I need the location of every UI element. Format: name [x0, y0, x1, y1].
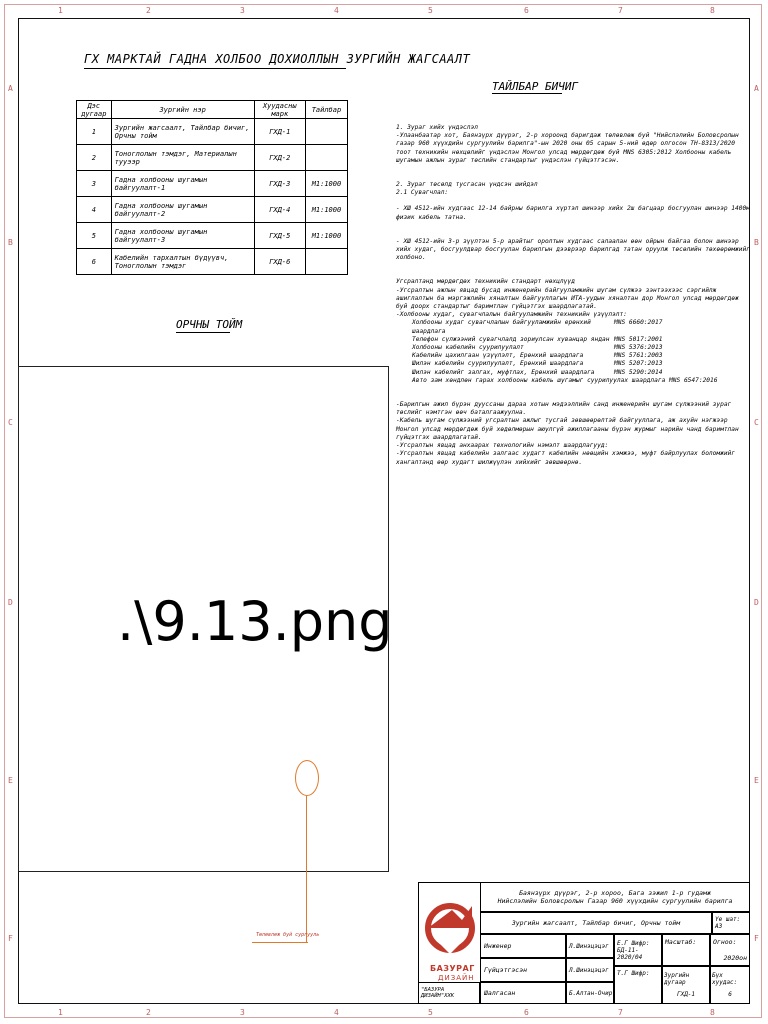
- row-name: Кабелийн тархалтын бүдүүвч, Тоноглолын тэмдэг: [111, 249, 254, 275]
- project-header-cell: [480, 882, 750, 912]
- column-marker-bottom-8: 8: [710, 1008, 715, 1017]
- eg-code-label: Е.Г Шифр:: [617, 939, 650, 947]
- column-marker-bottom-5: 5: [428, 1008, 433, 1017]
- row-marker-right-d: D: [754, 598, 759, 607]
- section-4-paragraph-4: -Угсралтын явцад кабелийн залгаас худагт кабелийн нөөцийн хэмжээ, муфт байрлуулах боломжийг хангалтанд өөр худагт шилжүүлэн хийхийг зөвшөөрнө.: [396, 450, 735, 466]
- row-mark: ГХД-6: [254, 249, 305, 275]
- row-marker-c: C: [8, 418, 13, 427]
- section-4-paragraph-2: -Кабель шугам сүлжээний угсралтын ажлыг тусгай зөвшөөрөлтэй байгууллага, аж ахуйн нэгжээр Монгол улсад мөрдөгдөж буй хөдөлмөрын аюулгүй ажиллагааны бүрэн журмыг нарийн чанд баримтлан гүйцэтгэх шаардлагатай.: [396, 417, 739, 441]
- table-row: [77, 249, 348, 275]
- table-row: [77, 223, 348, 249]
- section-2-title: 2. Зураг төсөлд тусгасан үндсэн шийдэл: [396, 181, 538, 189]
- standard-row: [396, 319, 752, 335]
- executor-name: Л.Шинэцэцэг: [566, 958, 614, 982]
- environment-title: ОРЧНЫ ТОЙМ: [176, 318, 243, 331]
- marker-label: Төлөвлөж буй сургууль: [256, 932, 320, 938]
- marker-leader-line: [306, 796, 307, 942]
- standard-code: MNS 5017:2001: [614, 335, 663, 343]
- date-label: Огноо:: [713, 938, 737, 946]
- column-marker-7: 7: [618, 6, 623, 15]
- standard-code: MNS 6660:2017: [614, 319, 663, 327]
- row-name: Гадна холбооны шугамын байгуулалт-1: [111, 171, 254, 197]
- row-marker-right-a: A: [754, 84, 759, 93]
- row-marker-right-e: E: [754, 776, 759, 785]
- row-note: [305, 119, 347, 145]
- project-address: Баянзүрх дүүрэг, 2-р хороо, Бага зэжил 1-р гудамж: [519, 889, 711, 897]
- total-sheets-cell: [710, 966, 750, 1004]
- section-2-paragraph-2: - ХШ 4512-ийн 3-р зүүлтэн 5-р арайтыг оролтын худгаас салаалан өөн ойрын байгаа болон шинээр хийх худаг, босгуулдвар босгуулан барилгын дээврээр барилгад татан оруулж төсөлийн төхөөрөмжийг холбоно.: [396, 237, 750, 262]
- column-marker-3: 3: [240, 6, 245, 15]
- row-marker-a: A: [8, 84, 13, 93]
- row-note: M1:1000: [305, 197, 347, 223]
- row-marker-b: B: [8, 238, 13, 247]
- sheet-name-cell: Зургийн жагсаалт, Тайлбар бичиг, Орчны тойм: [480, 912, 712, 934]
- logo-sub-text: ДИЗАЙН: [438, 974, 475, 982]
- standard-name: Телефон сүлжээний сувагчлалд зориулсан хуванцар яндан: [412, 335, 610, 343]
- standard-code: MNS 5207:2013: [614, 360, 663, 368]
- standard-code: MNS 5376:2013: [614, 344, 663, 352]
- sheet-number-value: ГХД-1: [676, 991, 696, 999]
- section-2-paragraph-1: - ХШ 4512-ийн худгаас 12-14 байрны барилга хүртэл шинээр хийх 2ш багцаар босгуулан шинээр 1400м физик кабель татна.: [396, 205, 750, 221]
- standard-name: Холбооны худаг сувагчлалын байгууламжийн ерөнхий шаардлага: [412, 319, 591, 335]
- row-mark: ГХД-4: [254, 197, 305, 223]
- table-row: [77, 197, 348, 223]
- section-3-title: Угсралтанд мөрдөгдөх техникийн стандарт нөхцлүүд: [396, 278, 575, 286]
- section-1-body: -Улаанбаатар хот, Баянзүрх дүүрэг, 2-р хороонд баригдаж төлөвлөж буй "Нийслэлийн Боловсролын газар 960 хүүхдийн сургуулийн барилга"-ын 2020 оны 05 сарын 5-ний өдөр олгосон ТН-8313/2020 тоот техникийн нөхцөлийг үндэслэн Монгол улсад мөрдөгдөж буй MNS 6305:2012 Холбооны кабель шугамын ажлын зураг төслийн стандартыг үндэслэн гүйцэтгэсэн.: [396, 132, 739, 164]
- role-engineer: Инженер: [480, 934, 566, 958]
- standard-code: MNS 5761:2003: [614, 352, 663, 360]
- tg-code-cell: Т.Г Шифр:: [614, 966, 662, 1004]
- sheet-number-cell: [662, 966, 710, 1004]
- row-note: M1:1000: [305, 171, 347, 197]
- header-mark: Хуудасны марк: [254, 101, 305, 119]
- column-marker-4: 4: [334, 6, 339, 15]
- column-marker-bottom-4: 4: [334, 1008, 339, 1017]
- title-underline: [84, 68, 346, 69]
- row-note: M1:1000: [305, 223, 347, 249]
- row-name: Гадна холбооны шугамын байгуулалт-2: [111, 197, 254, 223]
- standard-name: Кабелийн цахилгаан үзүүлэлт, Ерөнхий шаардлага: [412, 352, 584, 360]
- row-no: 3: [77, 171, 112, 197]
- row-marker-e: E: [8, 776, 13, 785]
- logo-name-text: БАЗУРАГ: [430, 964, 475, 973]
- section-1-title: 1. Зураг хийх үндэслэл: [396, 124, 478, 131]
- sheet-size-cell: Үе шат: A3: [712, 912, 750, 934]
- table-row: [77, 145, 348, 171]
- scale-cell: Масштаб:: [662, 934, 710, 966]
- row-note: [305, 145, 347, 171]
- column-marker-bottom-3: 3: [240, 1008, 245, 1017]
- column-marker-2: 2: [146, 6, 151, 15]
- column-marker-5: 5: [428, 6, 433, 15]
- row-no: 5: [77, 223, 112, 249]
- role-executor: Гүйцэтгэсэн: [480, 958, 566, 982]
- marker-leader-underline: [252, 942, 308, 943]
- drawing-list-title: ГХ МАРКТАЙ ГАДНА ХОЛБОО ДОХИОЛЛЫН ЗУРГИЙН ЖАГСААЛТ: [84, 52, 471, 66]
- row-note: [305, 249, 347, 275]
- missing-image-placeholder: .\9.13.png: [117, 590, 393, 653]
- header-name: Зургийн нэр: [111, 101, 254, 119]
- section-4-paragraph-3: -Угсралтын явцад анхаарах технологийн нэмэлт шаардлагууд:: [396, 442, 609, 450]
- row-mark: ГХД-2: [254, 145, 305, 171]
- row-marker-d: D: [8, 598, 13, 607]
- company-logo: [422, 888, 478, 968]
- section-3-paragraph-3: Авто зам хөндлөн гарах холбооны кабель шугамыг суурилуулах шаардлага MNS 6547:2016: [412, 376, 718, 384]
- header-note: Тайлбар: [305, 101, 347, 119]
- section-3-paragraph-1: -Угсралтын ажлын явцад бусад инженерийн байгууламжийн шугам сүлжээ зэнтээхээс сэргийлж ашиглалтын ба мэргэжлийн хяналтын байгууллагын ИТА-уудын хяналтан дор Монгол улсад мөрдөгдөж буй доорх стандартыг баримтлан гүйцэтгэх шаардлагатай.: [396, 286, 739, 311]
- notes-title: ТАЙЛБАР БИЧИГ: [492, 80, 579, 93]
- row-marker-right-b: B: [754, 238, 759, 247]
- standard-name: Холбооны кабелийн суурилуулалт: [412, 344, 524, 352]
- engineer-name: Л.Шинэцэцэг: [566, 934, 614, 958]
- project-name: Нийслэлийн Боловсролын Газар 960 хүүхдийн сургуулийн барилга: [497, 897, 733, 905]
- column-marker-1: 1: [58, 6, 63, 15]
- section-3-paragraph-2: -Холбооны худаг, сувагчлалын байгууламжийн техникийн үзүүлэлт:: [396, 311, 627, 319]
- notes-body: [396, 124, 752, 467]
- column-marker-bottom-1: 1: [58, 1008, 63, 1017]
- checker-name: Б.Алтан-Очир: [566, 982, 614, 1004]
- row-name: Гадна холбооны шугамын байгуулалт-3: [111, 223, 254, 249]
- column-marker-bottom-7: 7: [618, 1008, 623, 1017]
- environment-title-underline: [176, 332, 230, 333]
- row-no: 4: [77, 197, 112, 223]
- standard-name: Шилэн кабелийг залгах, муфтлах, Ерөнхий шаардлага: [412, 368, 595, 376]
- row-marker-right-c: C: [754, 418, 759, 427]
- company-code-cell: "БАЗУРА ДИЗАЙН"ХХК: [418, 982, 480, 1004]
- row-name: Зургийн жагсаалт, Тайлбар бичиг, Орчны тойм: [111, 119, 254, 145]
- standard-row: [396, 336, 752, 344]
- row-no: 2: [77, 145, 112, 171]
- row-mark: ГХД-3: [254, 171, 305, 197]
- eg-code-value: БД-11-2020/04: [617, 946, 643, 961]
- date-cell: [710, 934, 750, 966]
- row-marker-right-f: F: [754, 934, 759, 943]
- eg-code-cell: [614, 934, 662, 966]
- row-mark: ГХД-5: [254, 223, 305, 249]
- section-4-paragraph-1: -Барилгын ажил бүрэн дууссаны дараа хотын мэдээллийн санд инженерийн шугам сүлжээний зураг төслийг нэмтгэн өөч баталгаажуулна.: [396, 401, 732, 417]
- column-marker-bottom-6: 6: [524, 1008, 529, 1017]
- row-name: Тоноглолын тэмдэг, Материалын тууээр: [111, 145, 254, 171]
- logo-icon: [422, 888, 478, 964]
- section-2-subtitle: 2.1 Сувагчлал:: [396, 189, 449, 197]
- total-sheets-value: 6: [728, 991, 732, 999]
- drawing-list-table: [76, 100, 348, 275]
- location-marker-circle: [295, 760, 319, 796]
- total-sheets-label: Бүх хуудас:: [712, 971, 738, 986]
- header-no: Дэс дугаар: [77, 101, 112, 119]
- standard-row: [396, 369, 752, 377]
- table-row: [77, 119, 348, 145]
- row-mark: ГХД-1: [254, 119, 305, 145]
- standard-name: Шилэн кабелийн суурилуулалт, Ерөнхий шаардлага: [412, 360, 584, 368]
- column-marker-bottom-2: 2: [146, 1008, 151, 1017]
- table-header-row: [77, 101, 348, 119]
- role-checker: Шалгасан: [480, 982, 566, 1004]
- standard-row: [396, 360, 752, 368]
- table-row: [77, 171, 348, 197]
- row-marker-f: F: [8, 934, 13, 943]
- sheet-number-label: Зургийн дугаар: [664, 971, 690, 986]
- column-marker-6: 6: [524, 6, 529, 15]
- standard-code: MNS 5290:2014: [614, 368, 663, 376]
- row-no: 6: [77, 249, 112, 275]
- row-no: 1: [77, 119, 112, 145]
- date-value: 2020он: [723, 954, 747, 962]
- notes-title-underline: [492, 93, 562, 94]
- column-marker-8: 8: [710, 6, 715, 15]
